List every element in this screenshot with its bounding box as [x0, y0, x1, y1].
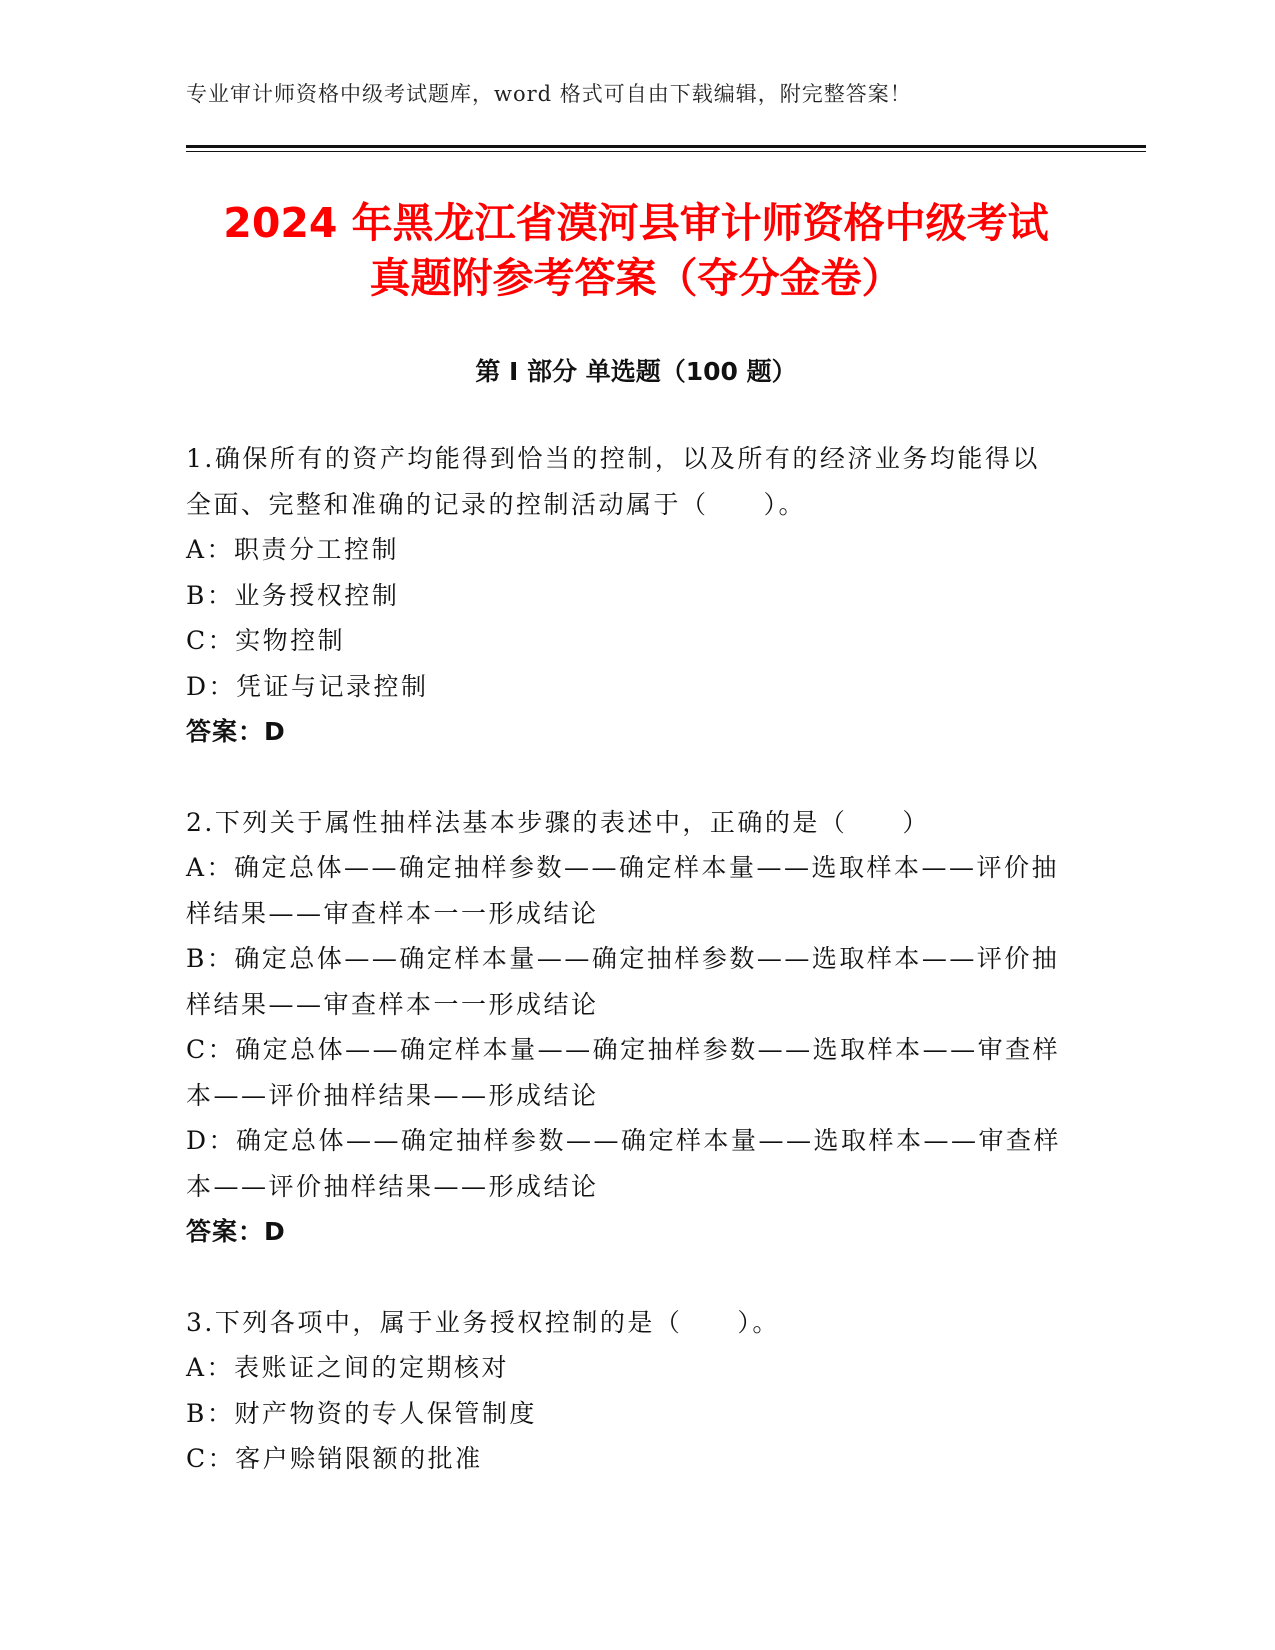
question-stem: 2.下列关于属性抽样法基本步骤的表述中，正确的是（ ） [186, 807, 930, 837]
question-3 [186, 1300, 1066, 1482]
header-note: 专业审计师资格中级考试题库，word 格式可自由下载编辑，附完整答案！ [186, 82, 912, 106]
option-c: C：实物控制 [186, 626, 346, 655]
question-1 [186, 436, 1066, 755]
section-title: 第 I 部分 单选题（100 题） [475, 357, 797, 386]
question-list [186, 436, 1066, 1527]
question-stem: 3.下列各项中，属于业务授权控制的是（ ）。 [186, 1307, 780, 1337]
header-rule-thin [186, 151, 1146, 152]
document-title-line-1: 2024 年黑龙江省漠河县审计师资格中级考试 [223, 199, 1049, 247]
option-a: A：表账证之间的定期核对 [186, 1353, 510, 1382]
option-a: A：确定总体——确定抽样参数——确定样本量——选取样本——评价抽样结果——审查样本一一形成结论 [186, 853, 1060, 928]
option-b: B：确定总体——确定样本量——确定抽样参数——选取样本——评价抽样结果——审查样本一一形成结论 [186, 944, 1060, 1019]
answer: 答案：D [186, 717, 286, 746]
option-d: D：凭证与记录控制 [186, 671, 429, 701]
document-title-line-2: 真题附参考答案（夺分金卷） [369, 254, 903, 302]
option-b: B：财产物资的专人保管制度 [186, 1398, 537, 1428]
header-rule-thick [186, 145, 1146, 148]
option-c: C：确定总体——确定样本量——确定抽样参数——选取样本——审查样本——评价抽样结果——形成结论 [186, 1035, 1061, 1110]
answer: 答案：D [186, 1217, 286, 1246]
document-title [186, 196, 1086, 306]
option-d: D：确定总体——确定抽样参数——确定样本量——选取样本——审查样本——评价抽样结果——形成结论 [186, 1126, 1062, 1201]
question-stem: 1.确保所有的资产均能得到恰当的控制，以及所有的经济业务均能得以全面、完整和准确的记录的控制活动属于（ ）。 [186, 444, 1040, 519]
question-2 [186, 800, 1066, 1255]
option-a: A：职责分工控制 [186, 535, 400, 564]
option-c: C：客户赊销限额的批准 [186, 1444, 483, 1473]
option-b: B：业务授权控制 [186, 580, 400, 610]
